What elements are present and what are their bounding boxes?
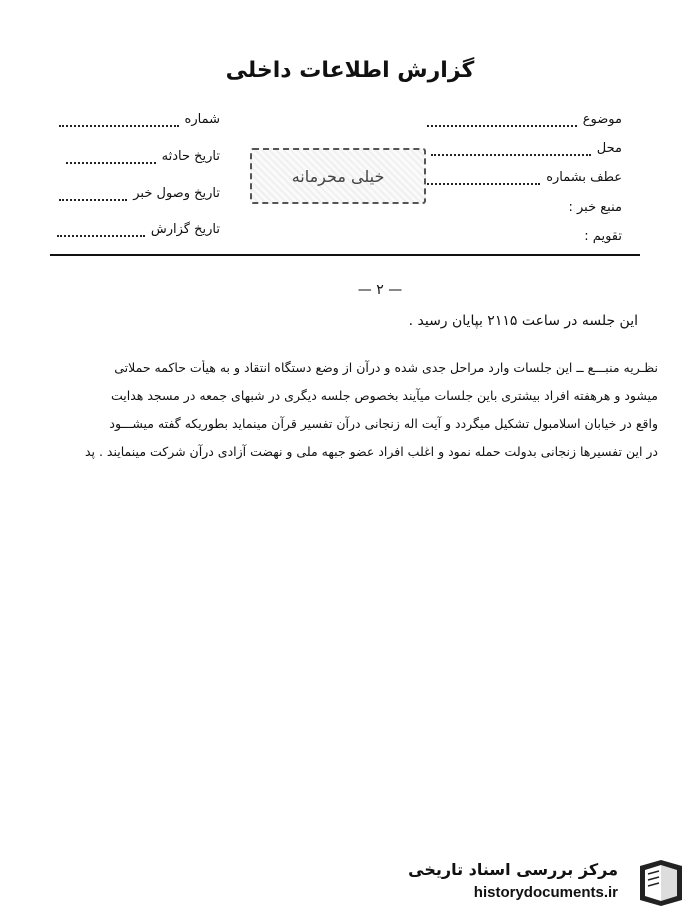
field-source <box>568 200 622 215</box>
field-incident-date-line <box>66 161 156 164</box>
field-number-label: شماره <box>184 112 220 127</box>
field-location <box>431 141 622 156</box>
field-received-date-label: تاریخ وصول خبر <box>133 186 220 201</box>
field-number-line <box>59 124 179 127</box>
field-incident-date <box>66 149 220 164</box>
field-incident-date-label: تاریخ حادثه <box>161 149 220 164</box>
field-reference-label: عطف بشماره <box>546 170 622 185</box>
page-number: — ۲ — <box>357 282 403 298</box>
book-logo-icon <box>634 856 688 908</box>
field-received-date-line <box>59 198 127 201</box>
field-reference <box>420 170 622 185</box>
field-location-label: محل <box>596 141 622 156</box>
field-subject <box>427 112 622 127</box>
field-report-date-label: تاریخ گزارش <box>150 222 220 237</box>
document-title: گزارش اطلاعات داخلی <box>225 58 475 83</box>
classification-stamp <box>250 148 426 204</box>
paragraph-line-3: واقع در خیابان اسلامبول تشکیل میگردد و آیت اله زنجانی درآن تفسیر قرآن مینماید بطوریکه گفته میشـــود <box>109 416 658 431</box>
paragraph-line-4: در این تفسیرها زنجانی بدولت حمله نمود و اغلب افراد عضو جبهه ملی و نهضت آزادی درآن شرکت مینمایند . پد <box>84 444 658 459</box>
field-rating-label: تقویم : <box>584 229 622 244</box>
field-report-date-line <box>57 234 145 237</box>
classification-stamp-text: خیلی محرمانه <box>291 166 385 186</box>
field-reference-line <box>420 182 540 185</box>
field-rating <box>584 229 622 244</box>
field-received-date <box>59 186 220 201</box>
watermark-footer <box>408 848 698 912</box>
field-subject-label: موضوع <box>582 112 622 127</box>
field-subject-line <box>427 124 577 127</box>
field-location-line <box>431 153 591 156</box>
field-report-date <box>57 222 220 237</box>
body-line-1: این جلسه در ساعت ۲۱۱۵ بپایان رسید . <box>408 313 638 329</box>
header-divider <box>50 254 640 256</box>
paragraph-line-1: نظـریه منبـــع ــ این جلسات وارد مراحل جدی شده و درآن از وضع دستگاه انتقاد و به هیأت حاکمه حملاتی <box>114 360 658 375</box>
field-number <box>59 112 220 127</box>
website-url: historydocuments.ir <box>473 884 618 901</box>
field-source-label: منبع خبر : <box>568 200 622 215</box>
org-name: مرکز بررسی اسناد تاریخی <box>408 860 618 879</box>
paragraph-line-2: میشود و هرهفته افراد بیشتری باین جلسات میآیند بخصوص جلسه دیگری در شبهای جمعه در مسجد هدایت <box>111 388 658 403</box>
